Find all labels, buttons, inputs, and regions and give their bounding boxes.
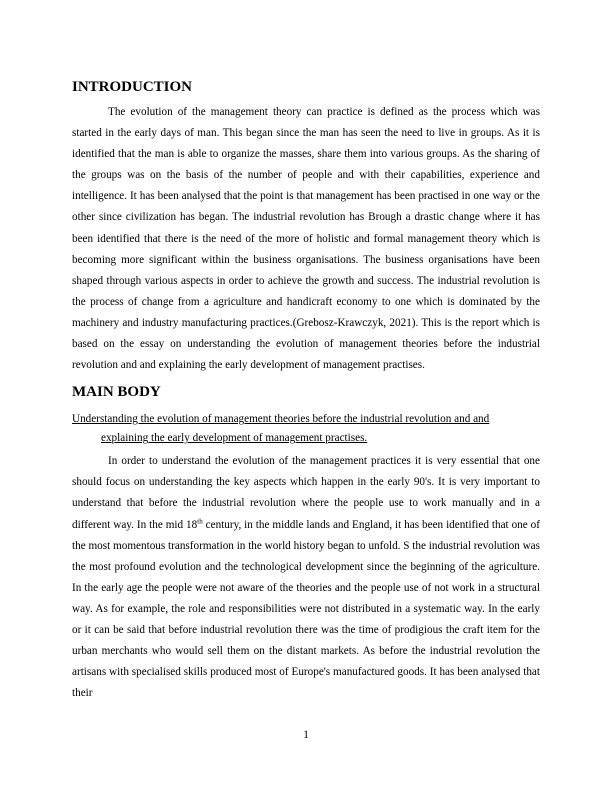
body-text-part-1: In order to understand the evolution of the management practices it is very essential that one should focus on understanding the key aspects which happen in the early 90's. It is very important to understand that before the industrial revolution where the people use to work manually and in a different way. In the mid 18: [72, 455, 540, 531]
subheading-line-1: Understanding the evolution of management theories before the industrial revolution and and: [72, 413, 490, 426]
main-body-paragraph: [72, 451, 540, 704]
introduction-paragraph: The evolution of the management theory can practice is defined as the process which was started in the early days of man. This began since the man has seen the need to live in groups. As it is identified that the man is able to organize the masses, share them into various groups. As the sharing of the groups was on the basis of the number of people and with their capabilities, experience and intelligence. It has been analysed that the point is that management has been practised in one way or the other since civilization has began. The industrial revolution has Brough a drastic change where it has been identified that there is the need of the more of holistic and formal management theory which is becoming more significant within the business organisations. The business organisations have been shaped through various aspects in order to achieve the growth and success. The industrial revolution is the process of change from a agriculture and handicraft economy to one which is dominated by the machinery and industry manufacturing practices.(Grebosz-Krawczyk, 2021). This is the report which is based on the essay on understanding the evolution of management theories before the industrial revolution and and explaining the early development of management practises.: [72, 106, 540, 372]
body-text-part-2: century, in the middle lands and England, it has been identified that one of the most momentous transformation in the world history began to unfold. S the industrial revolution was the most profound evolution and the technological development since the beginning of the agriculture. In the early age the people were not aware of the theories and the people use of not work in a structural way. As for example, the role and responsibilities were not distributed in a systematic way. In the early or it can be said that before industrial revolution there was the time of prodigious the craft item for the urban merchants who would sell them on the distant markets. As before the industrial revolution the artisans with specialised skills produced most of Europe's manufactured goods. It has been analysed that their: [72, 518, 540, 700]
page-number: 1: [303, 729, 309, 741]
introduction-heading: INTRODUCTION: [72, 79, 193, 95]
page-content: [72, 76, 540, 704]
ordinal-superscript: th: [197, 516, 203, 525]
subheading-line-2: explaining the early development of management practises.: [101, 432, 368, 445]
main-body-heading: MAIN BODY: [72, 384, 161, 401]
section-subheading: [72, 410, 540, 448]
